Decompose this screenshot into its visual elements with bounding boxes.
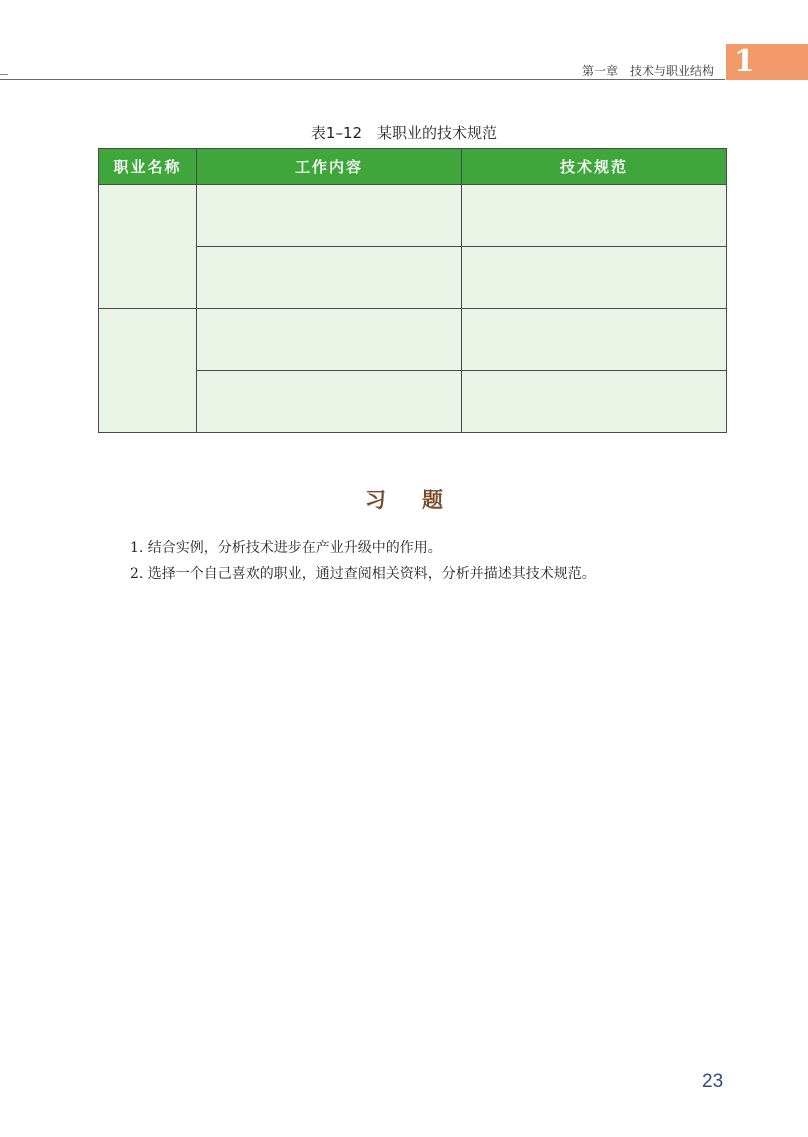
table-row — [99, 309, 727, 371]
occupation-spec-table — [98, 148, 727, 433]
column-header-occupation: 职业名称 — [99, 149, 197, 185]
chapter-label: 第一章 — [581, 64, 618, 78]
running-header — [582, 62, 714, 79]
tech-spec-cell[interactable] — [462, 247, 727, 309]
table-row — [99, 185, 727, 247]
work-content-cell[interactable] — [197, 309, 462, 371]
work-content-cell[interactable] — [197, 371, 462, 433]
exercise-item: 1. 结合实例，分析技术进步在产业升级中的作用。 — [130, 540, 442, 556]
column-header-tech-spec: 技术规范 — [462, 149, 727, 185]
column-header-work-content: 工作内容 — [197, 149, 462, 185]
header-rule — [0, 79, 725, 80]
tech-spec-cell[interactable] — [462, 371, 727, 433]
exercise-item: 2. 选择一个自己喜欢的职业，通过查阅相关资料，分析并描述其技术规范。 — [130, 566, 596, 582]
exercises-heading: 习题 — [365, 488, 479, 512]
tech-spec-cell[interactable] — [462, 309, 727, 371]
table-caption: 表1–12 某职业的技术规范 — [310, 124, 498, 142]
header-rule-mark — [0, 74, 8, 75]
occupation-cell[interactable] — [99, 185, 197, 309]
occupation-cell[interactable] — [99, 309, 197, 433]
work-content-cell[interactable] — [197, 247, 462, 309]
tech-spec-cell[interactable] — [462, 185, 727, 247]
page-number: 23 — [702, 1071, 724, 1092]
work-content-cell[interactable] — [197, 185, 462, 247]
table-header-row — [99, 149, 727, 185]
chapter-number: 1 — [734, 44, 755, 79]
exercise-list — [130, 537, 596, 589]
chapter-title: 技术与职业结构 — [629, 64, 714, 78]
